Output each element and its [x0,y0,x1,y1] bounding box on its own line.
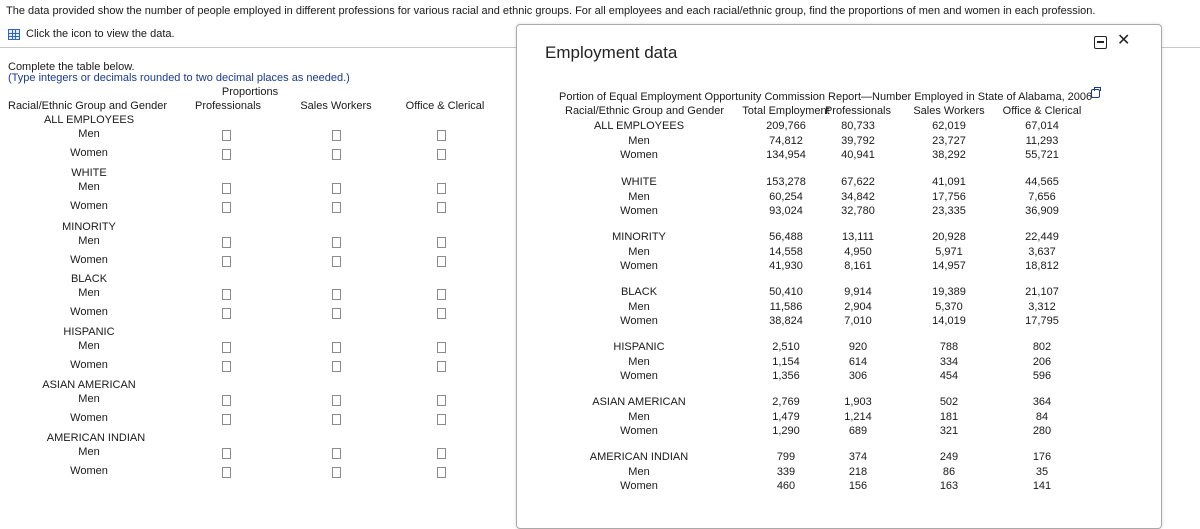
data-cell: 17,756 [932,191,966,203]
answer-col-header: Sales Workers [300,100,372,112]
data-cell: 74,812 [769,135,803,147]
data-row-label: Women [620,425,658,437]
data-cell: 50,410 [769,286,803,298]
data-cell: 614 [848,356,868,368]
data-group-label: BLACK [620,286,658,298]
answer-input-office[interactable] [437,342,446,353]
data-cell: 134,954 [766,149,806,161]
answer-input-office[interactable] [437,202,446,213]
data-col-header: Total Employment [742,105,830,117]
answer-col-header: Racial/Ethnic Group and Gender [8,100,167,112]
data-cell: 86 [942,466,956,478]
answer-input-office[interactable] [437,256,446,267]
data-row-label: Women [620,260,658,272]
answer-input-professionals[interactable] [222,237,231,248]
data-cell: 209,766 [766,120,806,132]
data-cell: 14,558 [769,246,803,258]
data-cell: 799 [776,451,796,463]
data-table-caption: Portion of Equal Employment Opportunity Commission Report—Number Employed in State of Alabama, 2006 [559,91,1093,103]
data-col-header: Racial/Ethnic Group and Gender [565,105,724,117]
data-row-label: Men [628,246,650,258]
data-row-label: Women [620,315,658,327]
data-cell: 249 [939,451,959,463]
data-cell: 19,389 [932,286,966,298]
data-cell: 13,111 [841,231,874,243]
data-col-header: Sales Workers [913,105,985,117]
minimize-button[interactable] [1094,36,1107,49]
data-cell: 56,488 [769,231,803,243]
answer-group-label: HISPANIC [63,326,115,338]
answer-row-label: Men [78,287,100,299]
answer-input-sales[interactable] [332,183,341,194]
data-cell: 181 [939,411,959,423]
answer-row-label: Men [78,446,100,458]
data-cell: 334 [939,356,959,368]
data-cell: 5,971 [935,246,963,258]
data-cell: 689 [848,425,868,437]
data-group-label: HISPANIC [613,341,665,353]
data-cell: 21,107 [1025,286,1059,298]
answer-row-label: Women [70,147,108,159]
data-cell: 1,214 [844,411,872,423]
answer-input-sales[interactable] [332,289,341,300]
data-group-label: WHITE [621,176,657,188]
data-row-label: Men [628,356,650,368]
data-cell: 460 [776,480,796,492]
data-cell: 218 [848,466,868,478]
data-group-label: MINORITY [612,231,666,243]
copy-icon[interactable] [1091,89,1100,98]
data-cell: 20,928 [932,231,966,243]
data-cell: 23,727 [932,135,966,147]
data-cell: 11,293 [1025,135,1059,147]
data-cell: 14,019 [932,315,966,327]
data-cell: 1,356 [772,370,800,382]
answer-input-sales[interactable] [332,395,341,406]
answer-input-professionals[interactable] [222,395,231,406]
answer-group-label: ALL EMPLOYEES [43,114,135,126]
data-cell: 40,941 [841,149,875,161]
answer-input-office[interactable] [437,289,446,300]
answer-input-sales[interactable] [332,237,341,248]
answer-input-sales[interactable] [332,467,341,478]
data-cell: 34,842 [841,191,875,203]
answer-input-professionals[interactable] [222,448,231,459]
data-cell: 7,010 [844,315,872,327]
data-cell: 141 [1032,480,1052,492]
data-cell: 35 [1035,466,1049,478]
answer-input-professionals[interactable] [222,256,231,267]
data-row-label: Men [628,301,650,313]
data-cell: 206 [1032,356,1052,368]
data-cell: 321 [939,425,959,437]
view-data-label[interactable]: Click the icon to view the data. [26,28,175,40]
answer-group-label: ASIAN AMERICAN [42,379,136,391]
data-cell: 3,312 [1028,301,1056,313]
answer-row-label: Men [78,181,100,193]
data-cell: 39,792 [841,135,875,147]
data-cell: 176 [1032,451,1052,463]
answer-group-label: AMERICAN INDIAN [46,432,146,444]
answer-input-professionals[interactable] [222,289,231,300]
data-cell: 41,091 [932,176,966,188]
data-cell: 339 [776,466,796,478]
instructions [8,62,350,84]
answer-row-label: Women [70,200,108,212]
dialog-title: Employment data [545,43,678,62]
answer-group-label: BLACK [70,273,108,285]
answer-input-professionals[interactable] [222,361,231,372]
answer-input-professionals[interactable] [222,414,231,425]
data-cell: 14,957 [932,260,966,272]
data-cell: 22,449 [1025,231,1059,243]
data-row-label: Men [628,191,650,203]
data-cell: 36,909 [1025,205,1059,217]
answer-col-header: Professionals [195,100,262,112]
question-intro: The data provided show the number of people employed in different professions for various racial and ethnic groups. For all employees and each racial/ethnic group, find the proportions of men and women in each profession. [6,5,1096,17]
proportions-header: Proportions [221,86,279,98]
data-cell: 32,780 [841,205,875,217]
data-group-label: ASIAN AMERICAN [592,396,686,408]
answer-input-office[interactable] [437,149,446,160]
data-cell: 23,335 [932,205,966,217]
data-cell: 2,769 [772,396,800,408]
answer-input-office[interactable] [437,448,446,459]
answer-input-sales[interactable] [332,414,341,425]
data-cell: 9,914 [844,286,872,298]
data-row-label: Women [620,480,658,492]
data-cell: 454 [939,370,959,382]
answer-row-label: Women [70,465,108,477]
answer-input-professionals[interactable] [222,342,231,353]
view-data-link[interactable] [8,28,175,40]
answer-row-label: Men [78,128,100,140]
data-row-label: Women [620,149,658,161]
data-cell: 93,024 [769,205,803,217]
answer-row-label: Women [70,254,108,266]
data-cell: 11,586 [769,301,803,313]
data-cell: 80,733 [841,120,875,132]
data-cell: 7,656 [1028,191,1056,203]
employment-data-dialog [516,24,1162,529]
data-cell: 67,014 [1025,120,1059,132]
data-cell: 44,565 [1025,176,1059,188]
data-cell: 5,370 [935,301,963,313]
data-col-header: Office & Clerical [1002,105,1082,117]
answer-input-office[interactable] [437,237,446,248]
data-cell: 55,721 [1025,149,1059,161]
data-cell: 67,622 [841,176,875,188]
data-row-label: Men [628,135,650,147]
answer-input-office[interactable] [437,183,446,194]
data-cell: 3,637 [1028,246,1056,258]
answer-row-label: Women [70,306,108,318]
data-cell: 153,278 [766,176,806,188]
answer-group-label: MINORITY [62,221,116,233]
data-cell: 920 [848,341,868,353]
answer-input-sales[interactable] [332,342,341,353]
data-cell: 1,290 [772,425,800,437]
answer-row-label: Men [78,340,100,352]
data-cell: 156 [848,480,868,492]
answer-input-sales[interactable] [332,448,341,459]
answer-input-office[interactable] [437,395,446,406]
data-cell: 2,510 [772,341,800,353]
data-cell: 60,254 [769,191,803,203]
answer-input-sales[interactable] [332,202,341,213]
answer-input-professionals[interactable] [222,149,231,160]
data-row-label: Men [628,411,650,423]
divider [1162,47,1200,48]
answer-input-professionals[interactable] [222,467,231,478]
answer-row-label: Men [78,393,100,405]
data-cell: 8,161 [844,260,872,272]
answer-row-label: Men [78,235,100,247]
answer-row-label: Women [70,359,108,371]
data-cell: 374 [848,451,868,463]
data-cell: 364 [1032,396,1052,408]
answer-row-label: Women [70,412,108,424]
answer-input-professionals[interactable] [222,183,231,194]
data-cell: 84 [1035,411,1049,423]
data-row-label: Women [620,370,658,382]
data-cell: 1,154 [772,356,800,368]
data-cell: 17,795 [1025,315,1059,327]
answer-input-professionals[interactable] [222,202,231,213]
answer-input-sales[interactable] [332,130,341,141]
instruction-subtext: (Type integers or decimals rounded to two decimal places as needed.) [8,72,350,84]
answer-input-office[interactable] [437,414,446,425]
data-cell: 2,904 [844,301,872,313]
instruction-text: Complete the table below. [8,61,135,73]
answer-group-label: WHITE [71,167,107,179]
data-cell: 41,930 [769,260,803,272]
data-group-label: AMERICAN INDIAN [589,451,689,463]
data-col-header: Professionals [824,105,892,117]
answer-input-office[interactable] [437,308,446,319]
divider [0,47,516,48]
data-cell: 38,292 [932,149,966,161]
data-cell: 280 [1032,425,1052,437]
data-cell: 1,479 [772,411,800,423]
answer-input-sales[interactable] [332,308,341,319]
data-cell: 502 [939,396,959,408]
close-button[interactable]: ✕ [1117,32,1131,49]
data-cell: 38,824 [769,315,803,327]
data-cell: 62,019 [932,120,966,132]
answer-input-professionals[interactable] [222,130,231,141]
data-group-label: ALL EMPLOYEES [593,120,685,132]
data-cell: 163 [939,480,959,492]
data-row-label: Men [628,466,650,478]
table-icon[interactable] [8,29,20,40]
data-row-label: Women [620,205,658,217]
answer-input-office[interactable] [437,467,446,478]
answer-col-header: Office & Clerical [405,100,485,112]
data-cell: 306 [848,370,868,382]
data-cell: 596 [1032,370,1052,382]
answer-input-sales[interactable] [332,361,341,372]
data-cell: 4,950 [844,246,872,258]
answer-input-office[interactable] [437,361,446,372]
answer-input-office[interactable] [437,130,446,141]
data-cell: 802 [1032,341,1052,353]
answer-input-sales[interactable] [332,149,341,160]
data-cell: 18,812 [1025,260,1059,272]
data-cell: 788 [939,341,959,353]
data-cell: 1,903 [844,396,872,408]
answer-input-professionals[interactable] [222,308,231,319]
answer-input-sales[interactable] [332,256,341,267]
